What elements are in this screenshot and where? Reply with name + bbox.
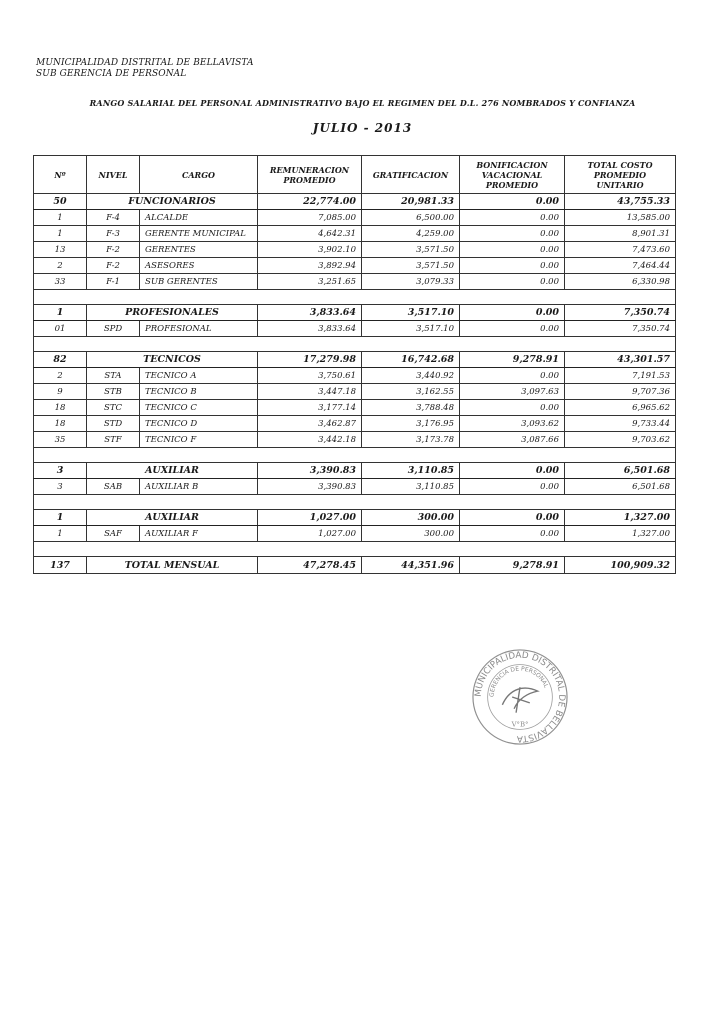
row-cargo: TECNICO B (140, 384, 258, 400)
row-gratificacion: 4,259.00 (362, 226, 460, 242)
row-bonificacion: 0.00 (460, 258, 565, 274)
empty-cell (34, 337, 87, 352)
row-remuneracion: 3,177.14 (258, 400, 362, 416)
row-count: 01 (34, 321, 87, 337)
table-row (34, 210, 676, 226)
row-count: 2 (34, 258, 87, 274)
total-bonificacion: 9,278.91 (460, 557, 565, 574)
group-count: 1 (34, 510, 87, 526)
spacer-row (34, 337, 676, 352)
row-nivel: STA (87, 368, 140, 384)
row-cargo: TECNICO A (140, 368, 258, 384)
empty-cell (140, 448, 258, 463)
row-count: 3 (34, 479, 87, 495)
official-seal-stamp (471, 648, 569, 746)
row-bonificacion: 0.00 (460, 274, 565, 290)
group-summary-row (34, 463, 676, 479)
row-gratificacion: 300.00 (362, 526, 460, 542)
row-cargo: TECNICO D (140, 416, 258, 432)
group-name: PROFESIONALES (87, 305, 258, 321)
empty-cell (362, 542, 460, 557)
empty-cell (34, 542, 87, 557)
empty-cell (87, 448, 140, 463)
total-remuneracion: 47,278.45 (258, 557, 362, 574)
empty-cell (565, 337, 676, 352)
row-total: 7,350.74 (565, 321, 676, 337)
empty-cell (362, 337, 460, 352)
table-row (34, 274, 676, 290)
group-gratificacion: 20,981.33 (362, 194, 460, 210)
empty-cell (460, 290, 565, 305)
seal-mark: V°B° (511, 720, 529, 729)
row-total: 9,733.44 (565, 416, 676, 432)
total-gratificacion: 44,351.96 (362, 557, 460, 574)
empty-cell (34, 290, 87, 305)
row-cargo: GERENTES (140, 242, 258, 258)
row-gratificacion: 3,571.50 (362, 242, 460, 258)
table-row (34, 526, 676, 542)
row-count: 2 (34, 368, 87, 384)
row-nivel: F-3 (87, 226, 140, 242)
empty-cell (565, 495, 676, 510)
row-bonificacion: 0.00 (460, 368, 565, 384)
table-row (34, 384, 676, 400)
empty-cell (362, 495, 460, 510)
row-total: 6,501.68 (565, 479, 676, 495)
row-nivel: SPD (87, 321, 140, 337)
row-gratificacion: 3,571.50 (362, 258, 460, 274)
row-bonificacion: 3,097.63 (460, 384, 565, 400)
empty-cell (258, 542, 362, 557)
group-name: AUXILIAR (87, 463, 258, 479)
group-bonificacion: 0.00 (460, 510, 565, 526)
row-count: 1 (34, 226, 87, 242)
col-header-gratificacion: GRATIFICACION (362, 156, 460, 194)
table-row (34, 226, 676, 242)
group-bonificacion: 0.00 (460, 194, 565, 210)
group-gratificacion: 300.00 (362, 510, 460, 526)
row-nivel: F-1 (87, 274, 140, 290)
empty-cell (460, 337, 565, 352)
empty-cell (258, 290, 362, 305)
group-count: 3 (34, 463, 87, 479)
row-remuneracion: 3,251.65 (258, 274, 362, 290)
document-period: JULIO - 2013 (312, 121, 413, 135)
group-gratificacion: 3,110.85 (362, 463, 460, 479)
row-bonificacion: 0.00 (460, 400, 565, 416)
row-bonificacion: 0.00 (460, 210, 565, 226)
table-row (34, 368, 676, 384)
table-row (34, 479, 676, 495)
row-count: 35 (34, 432, 87, 448)
seal-inner-text: GERENCIA DE PERSONAL (489, 666, 549, 698)
empty-cell (362, 448, 460, 463)
group-summary-row (34, 305, 676, 321)
salary-table (33, 155, 676, 574)
row-count: 1 (34, 526, 87, 542)
row-remuneracion: 3,892.94 (258, 258, 362, 274)
col-header-nivel: NIVEL (87, 156, 140, 194)
row-nivel: STC (87, 400, 140, 416)
row-gratificacion: 3,440.92 (362, 368, 460, 384)
department-name: SUB GERENCIA DE PERSONAL (36, 69, 187, 79)
row-total: 7,473.60 (565, 242, 676, 258)
row-total: 8,901.31 (565, 226, 676, 242)
row-cargo: ASESORES (140, 258, 258, 274)
group-name: AUXILIAR (87, 510, 258, 526)
row-total: 7,191.53 (565, 368, 676, 384)
row-nivel: SAB (87, 479, 140, 495)
empty-cell (34, 495, 87, 510)
table-row (34, 242, 676, 258)
spacer-row (34, 495, 676, 510)
empty-cell (140, 542, 258, 557)
row-count: 13 (34, 242, 87, 258)
spacer-row (34, 448, 676, 463)
group-name: FUNCIONARIOS (87, 194, 258, 210)
row-gratificacion: 6,500.00 (362, 210, 460, 226)
row-total: 9,703.62 (565, 432, 676, 448)
row-bonificacion: 0.00 (460, 526, 565, 542)
row-gratificacion: 3,788.48 (362, 400, 460, 416)
row-cargo: PROFESIONAL (140, 321, 258, 337)
empty-cell (565, 448, 676, 463)
row-gratificacion: 3,173.78 (362, 432, 460, 448)
row-cargo: SUB GERENTES (140, 274, 258, 290)
row-remuneracion: 1,027.00 (258, 526, 362, 542)
row-nivel: F-2 (87, 258, 140, 274)
row-gratificacion: 3,110.85 (362, 479, 460, 495)
row-gratificacion: 3,079.33 (362, 274, 460, 290)
total-row (34, 557, 676, 574)
table-row (34, 432, 676, 448)
empty-cell (87, 337, 140, 352)
group-total: 43,755.33 (565, 194, 676, 210)
empty-cell (87, 495, 140, 510)
row-nivel: F-2 (87, 242, 140, 258)
row-gratificacion: 3,176.95 (362, 416, 460, 432)
row-cargo: AUXILIAR F (140, 526, 258, 542)
empty-cell (87, 542, 140, 557)
group-remuneracion: 22,774.00 (258, 194, 362, 210)
row-total: 6,330.98 (565, 274, 676, 290)
table-row (34, 400, 676, 416)
group-gratificacion: 3,517.10 (362, 305, 460, 321)
group-total: 7,350.74 (565, 305, 676, 321)
empty-cell (460, 448, 565, 463)
group-total: 1,327.00 (565, 510, 676, 526)
group-summary-row (34, 352, 676, 368)
spacer-row (34, 290, 676, 305)
table-header-row (34, 156, 676, 194)
empty-cell (460, 542, 565, 557)
col-header-remuneracion: REMUNERACION PROMEDIO (258, 156, 362, 194)
row-remuneracion: 3,833.64 (258, 321, 362, 337)
row-remuneracion: 3,390.83 (258, 479, 362, 495)
group-summary-row (34, 194, 676, 210)
empty-cell (258, 337, 362, 352)
row-bonificacion: 0.00 (460, 242, 565, 258)
empty-cell (258, 495, 362, 510)
empty-cell (34, 448, 87, 463)
group-name: TECNICOS (87, 352, 258, 368)
total-count: 137 (34, 557, 87, 574)
row-count: 1 (34, 210, 87, 226)
seal-signature (502, 687, 537, 712)
group-gratificacion: 16,742.68 (362, 352, 460, 368)
row-total: 6,965.62 (565, 400, 676, 416)
row-nivel: STD (87, 416, 140, 432)
row-cargo: GERENTE MUNICIPAL (140, 226, 258, 242)
spacer-row (34, 542, 676, 557)
row-cargo: TECNICO F (140, 432, 258, 448)
row-total: 1,327.00 (565, 526, 676, 542)
group-summary-row (34, 510, 676, 526)
empty-cell (362, 290, 460, 305)
row-bonificacion: 0.00 (460, 479, 565, 495)
table-row (34, 321, 676, 337)
total-costo: 100,909.32 (565, 557, 676, 574)
group-bonificacion: 0.00 (460, 305, 565, 321)
row-total: 9,707.36 (565, 384, 676, 400)
row-bonificacion: 0.00 (460, 321, 565, 337)
row-remuneracion: 3,447.18 (258, 384, 362, 400)
row-cargo: ALCALDE (140, 210, 258, 226)
row-remuneracion: 3,750.61 (258, 368, 362, 384)
row-nivel: SAF (87, 526, 140, 542)
group-remuneracion: 3,390.83 (258, 463, 362, 479)
group-bonificacion: 0.00 (460, 463, 565, 479)
table-row (34, 258, 676, 274)
table-row (34, 416, 676, 432)
document-subtitle: RANGO SALARIAL DEL PERSONAL ADMINISTRATIVO BAJO EL REGIMEN DEL D.L. 276 NOMBRADOS Y CONFIANZA (89, 98, 636, 108)
row-cargo: AUXILIAR B (140, 479, 258, 495)
group-count: 50 (34, 194, 87, 210)
row-gratificacion: 3,162.55 (362, 384, 460, 400)
row-remuneracion: 4,642.31 (258, 226, 362, 242)
group-remuneracion: 3,833.64 (258, 305, 362, 321)
row-total: 7,464.44 (565, 258, 676, 274)
empty-cell (565, 542, 676, 557)
row-bonificacion: 3,093.62 (460, 416, 565, 432)
group-total: 43,301.57 (565, 352, 676, 368)
group-total: 6,501.68 (565, 463, 676, 479)
seal-outer-text: MUNICIPALIDAD DISTRITAL DE BELLAVISTA (473, 650, 567, 744)
empty-cell (87, 290, 140, 305)
row-bonificacion: 0.00 (460, 226, 565, 242)
empty-cell (140, 495, 258, 510)
row-bonificacion: 3,087.66 (460, 432, 565, 448)
row-count: 18 (34, 416, 87, 432)
empty-cell (565, 290, 676, 305)
empty-cell (140, 290, 258, 305)
row-remuneracion: 3,442.18 (258, 432, 362, 448)
organization-name: MUNICIPALIDAD DISTRITAL DE BELLAVISTA (36, 58, 254, 68)
row-count: 18 (34, 400, 87, 416)
row-nivel: F-4 (87, 210, 140, 226)
row-remuneracion: 3,462.87 (258, 416, 362, 432)
row-cargo: TECNICO C (140, 400, 258, 416)
row-remuneracion: 7,085.00 (258, 210, 362, 226)
group-remuneracion: 1,027.00 (258, 510, 362, 526)
col-header-bonificacion: BONIFICACION VACACIONAL PROMEDIO (460, 156, 565, 194)
col-header-n: Nº (34, 156, 87, 194)
group-remuneracion: 17,279.98 (258, 352, 362, 368)
group-bonificacion: 9,278.91 (460, 352, 565, 368)
row-nivel: STF (87, 432, 140, 448)
empty-cell (460, 495, 565, 510)
row-total: 13,585.00 (565, 210, 676, 226)
row-remuneracion: 3,902.10 (258, 242, 362, 258)
col-header-total: TOTAL COSTO PROMEDIO UNITARIO (565, 156, 676, 194)
col-header-cargo: CARGO (140, 156, 258, 194)
row-count: 33 (34, 274, 87, 290)
row-gratificacion: 3,517.10 (362, 321, 460, 337)
row-count: 9 (34, 384, 87, 400)
empty-cell (140, 337, 258, 352)
group-count: 82 (34, 352, 87, 368)
row-nivel: STB (87, 384, 140, 400)
total-label: TOTAL MENSUAL (87, 557, 258, 574)
empty-cell (258, 448, 362, 463)
group-count: 1 (34, 305, 87, 321)
